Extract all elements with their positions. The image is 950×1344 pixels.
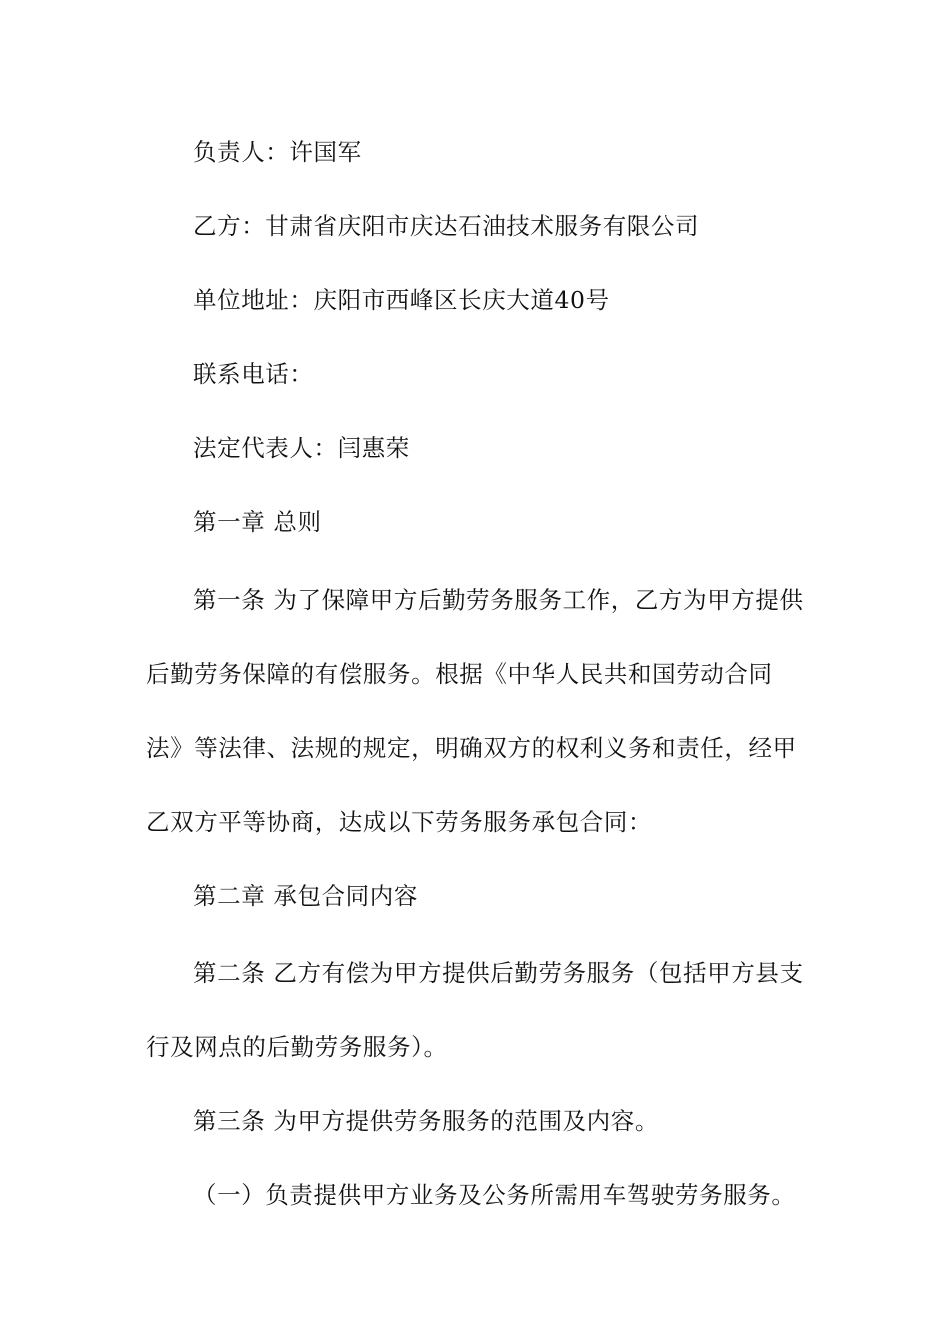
chapter-two-heading: 第二章 承包合同内容 (193, 882, 418, 910)
article-two-line-1: 第二条 乙方有偿为甲方提供后勤劳务服务（包括甲方县支 (193, 959, 804, 987)
responsible-person-line: 负责人：许国军 (193, 138, 362, 166)
address-line: 单位地址：庆阳市西峰区长庆大道40号 (193, 286, 610, 314)
article-one-line-3: 法》等法律、法规的规定，明确双方的权利义务和责任，经甲 (146, 734, 797, 762)
phone-line: 联系电话： (193, 360, 314, 388)
article-one-line-2: 后勤劳务保障的有偿服务。根据《中华人民共和国劳动合同 (146, 660, 773, 688)
legal-representative-line: 法定代表人：闫惠荣 (193, 434, 410, 462)
article-two-line-2: 行及网点的后勤劳务服务）。 (146, 1033, 448, 1061)
party-b-line: 乙方：甘肃省庆阳市庆达石油技术服务有限公司 (193, 212, 700, 240)
article-one-line-4: 乙双方平等协商，达成以下劳务服务承包合同： (146, 808, 653, 836)
article-one-line-1: 第一条 为了保障甲方后勤劳务服务工作，乙方为甲方提供 (193, 586, 804, 614)
article-three-line: 第三条 为甲方提供劳务服务的范围及内容。 (193, 1107, 659, 1135)
chapter-one-heading: 第一章 总则 (193, 508, 322, 536)
clause-one-line: （一）负责提供甲方业务及公务所需用车驾驶劳务服务。 (193, 1181, 796, 1209)
